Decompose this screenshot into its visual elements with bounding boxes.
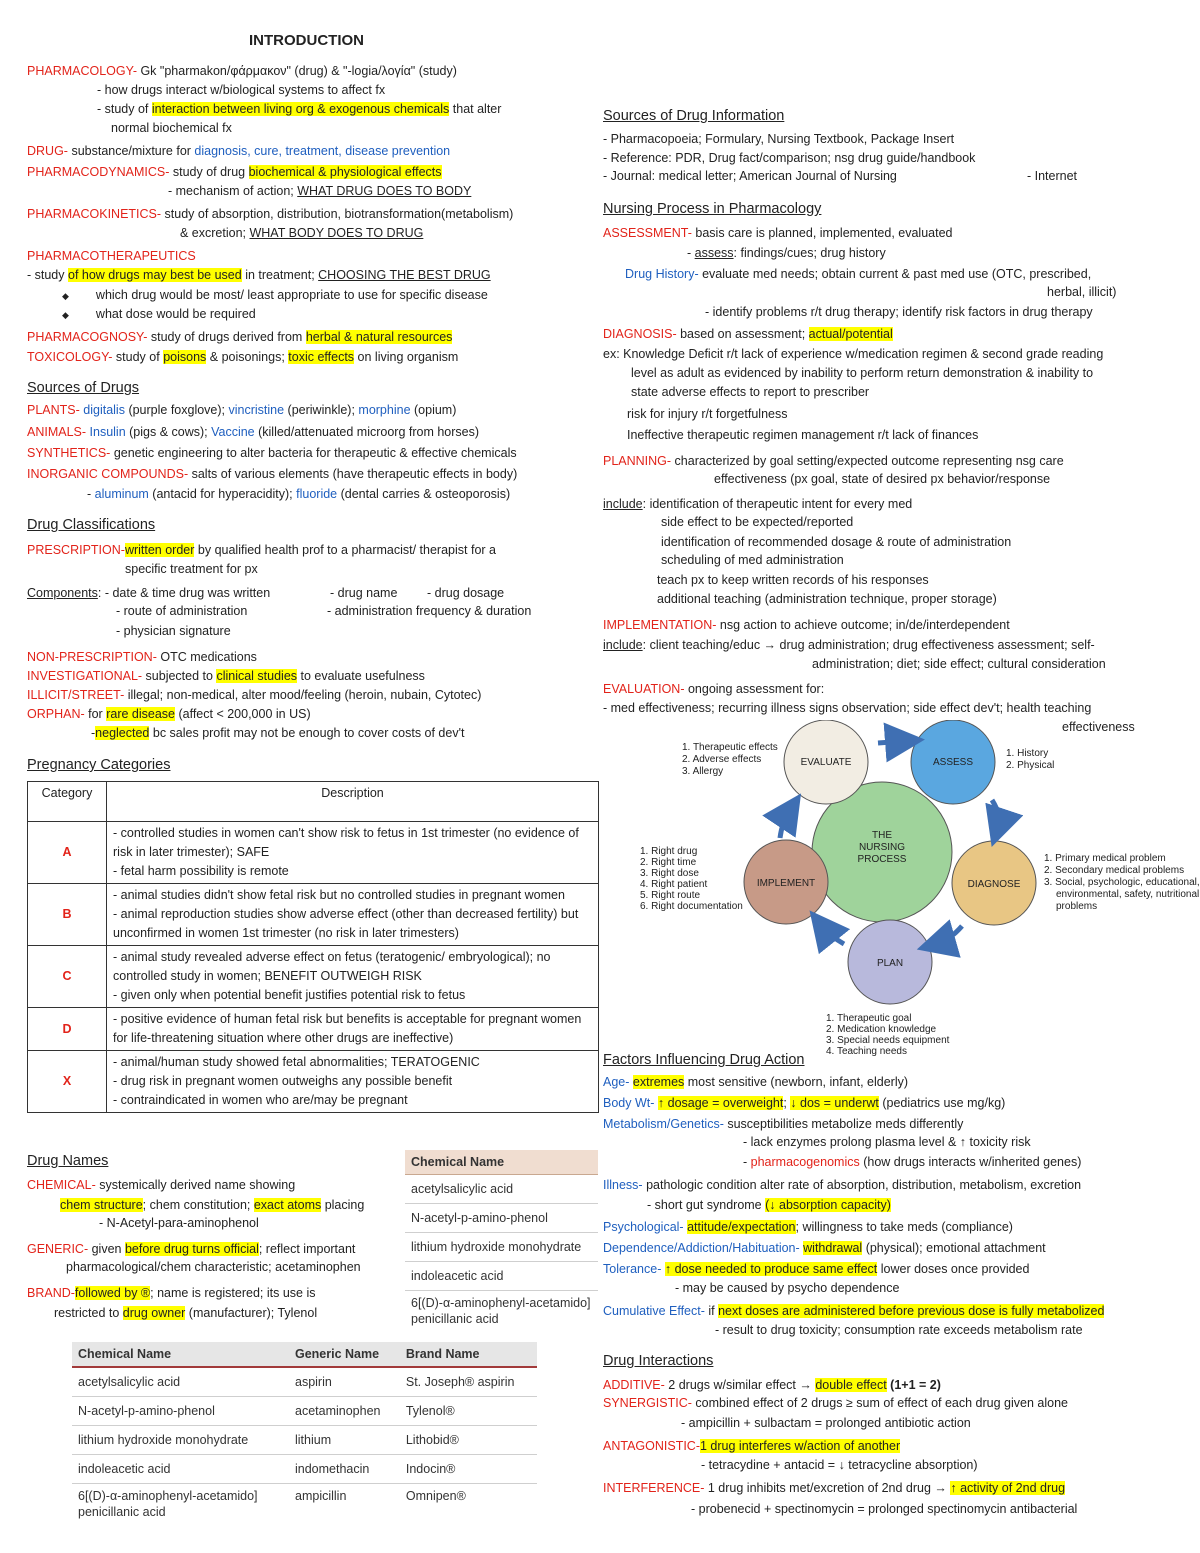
investigational-def: INVESTIGATIONAL- subjected to clinical studies to evaluate usefulness (27, 669, 425, 683)
table-row (28, 1008, 599, 1051)
generic-line: pharmacological/chem characteristic; acetaminophen (66, 1260, 361, 1274)
interaction-antagonistic: ANTAGONISTIC-1 drug interferes w/action of another (603, 1439, 901, 1453)
drug-names-heading: Drug Names (27, 1153, 109, 1169)
components-line: Components: - date & time drug was written (27, 586, 271, 600)
interaction-interference: INTERFERENCE- 1 drug inhibits met/excretion of 2nd drug → ↑ activity of 2nd drug (603, 1481, 1066, 1495)
center-label: PROCESS (857, 854, 907, 865)
evaluation-line: - med effectiveness; recurring illness signs observation; side effect dev't; health teaching (603, 701, 1092, 715)
pharmacokinetics-def: PHARMACOKINETICS- study of absorption, distribution, biotransformation(metabolism) (27, 207, 514, 221)
diagnose-list-item: 3. Social, psychologic, educational, (1044, 877, 1200, 888)
category-cell: C (28, 946, 107, 1008)
components-item: - administration frequency & duration (327, 604, 532, 618)
evaluation-line: effectiveness (1062, 720, 1135, 734)
category-cell: A (28, 822, 107, 884)
pharmacokinetics-line: & excretion; WHAT BODY DOES TO DRUG (180, 226, 424, 240)
factor-cumulative-line: - result to drug toxicity; consumption rate exceeds metabolism rate (715, 1323, 1083, 1337)
pharmacology-def: PHARMACOLOGY- Gk "pharmakon/φάρμακον" (drug) & "-logia/λογία" (study) (27, 64, 457, 78)
drug-history-def: Drug History- evaluate med needs; obtain current & past med use (OTC, prescribed, (625, 267, 1092, 281)
factor-psych: Psychological- attitude/expectation; willingness to take meds (compliance) (603, 1220, 1013, 1234)
table-row (28, 1051, 599, 1113)
table-header: Chemical Name (72, 1342, 289, 1367)
assessment-line: - assess: findings/cues; drug history (687, 246, 886, 260)
diagnose-list-item: 2. Secondary medical problems (1044, 865, 1185, 876)
pharmacology-line: - study of interaction between living org & exogenous chemicals that alter (97, 102, 502, 116)
plan-list-item: 3. Special needs equipment (826, 1035, 950, 1046)
planning-item: side effect to be expected/reported (661, 515, 854, 529)
brand-line: restricted to drug owner (manufacturer); Tylenol (54, 1306, 318, 1320)
factor-metabolism-line: - pharmacogenomics (how drugs interacts w/inherited genes) (743, 1155, 1082, 1169)
interactions-heading: Drug Interactions (603, 1353, 714, 1369)
evaluate-list-item: 1. Therapeutic effects (682, 742, 778, 753)
sources-animals: ANIMALS- Insulin (pigs & cows); Vaccine (killed/attenuated microorg from horses) (27, 425, 480, 439)
plan-list-item: 4. Teaching needs (826, 1046, 907, 1057)
planning-line: effectiveness (px goal, state of desired px behavior/response (714, 472, 1051, 486)
table-row: acetylsalicylic acid aspirin St. Joseph® aspirin (72, 1367, 537, 1397)
interaction-additive: ADDITIVE- 2 drugs w/similar effect → double effect (1+1 = 2) (603, 1378, 941, 1392)
interaction-synergistic: SYNERGISTIC- combined effect of 2 drugs ≥ sum of effect of each drug given alone (603, 1396, 1068, 1410)
implementation-line: administration; diet; side effect; cultural consideration (812, 657, 1106, 671)
drug-info-heading: Sources of Drug Information (603, 108, 785, 124)
diagnosis-def: DIAGNOSIS- based on assessment; actual/potential (603, 327, 893, 341)
arrow-icon (878, 741, 905, 743)
factor-cumulative: Cumulative Effect- if next doses are administered before previous dose is fully metabolized (603, 1304, 1105, 1318)
drug-info-line: - Internet (1027, 169, 1078, 183)
plan-label: PLAN (876, 958, 904, 969)
components-item: - route of administration (116, 604, 248, 618)
sources-inorganic-line: - aluminum (antacid for hyperacidity); fluoride (dental carries & osteoporosis) (87, 487, 511, 501)
factor-bodywt: Body Wt- ↑ dosage = overweight; ↓ dos = underwt (pediatrics use mg/kg) (603, 1096, 1006, 1110)
table-row: lithium hydroxide monohydrate (405, 1233, 598, 1262)
assessment-def: ASSESSMENT- basis care is planned, implemented, evaluated (603, 226, 953, 240)
pharmacognosy-def: PHARMACOGNOSY- study of drugs derived from herbal & natural resources (27, 330, 453, 344)
diagnose-list-item: environmental, safety, nutritional (1056, 889, 1200, 900)
sources-plants: PLANTS- digitalis (purple foxglove); vincristine (periwinkle); morphine (opium) (27, 403, 457, 417)
table-header: Chemical Name (405, 1150, 598, 1175)
plan-list-item: 2. Medication knowledge (826, 1024, 937, 1035)
description-cell: - animal studies didn't show fetal risk but no controlled studies in pregnant women - animal reproduction studies show adverse effect (other than decreased fertility) but unconfirmed in women 1st trimester (no risk in later trimesters) (107, 884, 599, 946)
arrow-icon (780, 810, 790, 838)
sources-inorganic: INORGANIC COMPOUNDS- salts of various elements (have therapeutic effects in body) (27, 467, 518, 481)
planning-item: scheduling of med administration (661, 553, 844, 567)
components-item: - drug dosage (427, 586, 505, 600)
arrow-icon (992, 800, 999, 828)
implement-list-item: 3. Right dose (640, 868, 699, 879)
evaluate-list-item: 3. Allergy (682, 766, 724, 777)
factor-metabolism-line: - lack enzymes prolong plasma level & ↑ toxicity risk (743, 1135, 1031, 1149)
table-row: 6[(D)-α-aminophenyl-acetamido] penicillanic acid ampicillin Omnipen® (78, 1489, 466, 1519)
diagnosis-line: ex: Knowledge Deficit r/t lack of experience w/medication regimen & second grade reading (603, 347, 1104, 361)
planning-item: additional teaching (administration technique, proper storage) (657, 592, 997, 606)
interaction-synergistic-line: - ampicillin + sulbactam = prolonged antibiotic action (681, 1416, 971, 1430)
arrow-icon (936, 926, 962, 944)
pharmacology-line: normal biochemical fx (111, 121, 232, 135)
table-header: Brand Name (400, 1342, 537, 1367)
assess-label: ASSESS (932, 757, 974, 768)
drug-info-line: - Reference: PDR, Drug fact/comparison; nsg drug guide/handbook (603, 151, 976, 165)
pharmacotherapeutics-term: PHARMACOTHERAPEUTICS (27, 249, 196, 263)
planning-item: identification of recommended dosage & route of administration (661, 535, 1012, 549)
drug-info-line: - Pharmacopoeia; Formulary, Nursing Textbook, Package Insert (603, 132, 955, 146)
factor-illness-line: - short gut syndrome (↓ absorption capacity) (647, 1198, 891, 1212)
page-title: INTRODUCTION (249, 32, 364, 49)
planning-def: PLANNING- characterized by goal setting/expected outcome representing nsg care (603, 454, 1064, 468)
interaction-antagonistic-line: - tetracydine + antacid = ↓ tetracycline absorption) (701, 1458, 978, 1472)
implement-list-item: 2. Right time (640, 857, 697, 868)
planning-include: include: identification of therapeutic intent for every med (603, 497, 913, 511)
table-row: lithium hydroxide monohydrate lithium Lithobid® (72, 1426, 537, 1455)
evaluation-def: EVALUATION- ongoing assessment for: (603, 682, 825, 696)
pharmacotherapeutics-bullet: ◆ what dose would be required (62, 307, 256, 321)
pharmacology-line: - how drugs interact w/biological systems to affect fx (97, 83, 386, 97)
sources-synthetics: SYNTHETICS- genetic engineering to alter bacteria for therapeutic & effective chemicals (27, 446, 517, 460)
table-row: N-acetyl-p-amino-phenol (405, 1204, 598, 1233)
chemical-name-table (405, 1150, 598, 1331)
drug-history-line: herbal, illicit) (1047, 285, 1117, 299)
implementation-def: IMPLEMENTATION- nsg action to achieve outcome; in/de/interdependent (603, 618, 1010, 632)
implement-list-item: 6. Right documentation (640, 901, 743, 912)
description-cell: - positive evidence of human fetal risk but benefits is acceptable for pregnant women for life-threatening situation where other drugs are ineffective) (107, 1008, 599, 1051)
planning-item: teach px to keep written records of his responses (657, 573, 929, 587)
description-cell: - animal study revealed adverse effect on fetus (teratogenic/ embryological); no controlled study in women; BENEFIT OUTWEIGH RISK - given only when potential benefit justifies potential risk to fetus (107, 946, 599, 1008)
interaction-interference-line: - probenecid + spectinomycin = prolonged spectinomycin antibacterial (691, 1502, 1078, 1516)
pregnancy-heading: Pregnancy Categories (27, 757, 171, 773)
category-cell: B (28, 884, 107, 946)
table-header: Category (28, 782, 107, 822)
description-cell: - controlled studies in women can't show risk to fetus in 1st trimester (no evidence of risk in later trimester); SAFE - fetal harm possibility is remote (107, 822, 599, 884)
drug-def: DRUG- substance/mixture for diagnosis, cure, treatment, disease prevention (27, 144, 451, 158)
diagnose-list-item: 1. Primary medical problem (1044, 853, 1166, 864)
evaluate-list-item: 2. Adverse effects (682, 754, 762, 765)
factor-tolerance-line: - may be caused by psycho dependence (675, 1281, 900, 1295)
factor-tolerance: Tolerance- ↑ dose needed to produce same effect lower doses once provided (603, 1262, 1030, 1276)
chemical-line: - N-Acetyl-para-aminophenol (99, 1216, 259, 1230)
nursing-process-heading: Nursing Process in Pharmacology (603, 201, 822, 217)
components-item: - physician signature (116, 624, 231, 638)
factor-metabolism: Metabolism/Genetics- susceptibilities metabolize meds differently (603, 1117, 964, 1131)
implement-list-item: 1. Right drug (640, 846, 698, 857)
table-header: Generic Name (289, 1342, 400, 1367)
arrow-icon (822, 926, 844, 944)
factor-age: Age- extremes most sensitive (newborn, infant, elderly) (603, 1075, 909, 1089)
diagnose-label: DIAGNOSE (967, 879, 1021, 890)
chemical-def: CHEMICAL- systemically derived name showing (27, 1178, 296, 1192)
drug-info-line: - Journal: medical letter; American Journal of Nursing (603, 169, 897, 183)
assess-list-item: 1. History (1006, 748, 1049, 759)
center-label: NURSING (858, 842, 906, 853)
orphan-line: -neglected bc sales profit may not be enough to cover costs of dev't (91, 726, 465, 740)
diagnosis-line: Ineffective therapeutic regimen management r/t lack of finances (627, 428, 979, 442)
drug-history-line: - identify problems r/t drug therapy; identify risk factors in drug therapy (705, 305, 1093, 319)
pharmacotherapeutics-line: - study of how drugs may best be used in treatment; CHOOSING THE BEST DRUG (27, 268, 491, 282)
diagnose-list-item: problems (1056, 901, 1098, 912)
table-row (28, 884, 599, 946)
implement-list-item: 4. Right patient (640, 879, 708, 890)
pharmacodynamics-def: PHARMACODYNAMICS- study of drug biochemical & physiological effects (27, 165, 442, 179)
implement-label: IMPLEMENT (756, 878, 816, 889)
diagnosis-line: state adverse effects to report to prescriber (631, 385, 870, 399)
pharmacotherapeutics-bullet: ◆ which drug would be most/ least appropriate to use for specific disease (62, 288, 488, 302)
pregnancy-table (27, 781, 599, 1113)
center-label: THE (872, 830, 892, 841)
implementation-include: include: client teaching/educ → drug administration; drug effectiveness assessment; self- (603, 638, 1095, 652)
brand-def: BRAND-followed by ®; name is registered; its use is (27, 1286, 316, 1300)
table-row: acetylsalicylic acid (405, 1175, 598, 1204)
prescription-line: specific treatment for px (125, 562, 258, 576)
factors-heading: Factors Influencing Drug Action (603, 1052, 805, 1068)
plan-list-item: 1. Therapeutic goal (826, 1013, 912, 1024)
generic-def: GENERIC- given before drug turns official; reflect important (27, 1242, 356, 1256)
chemical-line: chem structure; chem constitution; exact atoms placing (60, 1198, 365, 1212)
table-row: indoleacetic acid (405, 1262, 598, 1291)
diagnosis-line: risk for injury r/t forgetfulness (627, 407, 788, 421)
table-row: 6[(D)-α-aminophenyl-acetamido] penicillanic acid (411, 1296, 591, 1326)
category-cell: D (28, 1008, 107, 1051)
table-row: indoleacetic acid indomethacin Indocin® (72, 1455, 537, 1484)
table-row: N-acetyl-p-amino-phenol acetaminophen Tylenol® (72, 1397, 537, 1426)
category-cell: X (28, 1051, 107, 1113)
prescription-def: PRESCRIPTION-written order by qualified health prof to a pharmacist/ therapist for a (27, 543, 496, 557)
table-row (28, 946, 599, 1008)
table-row (28, 822, 599, 884)
illicit-def: ILLICIT/STREET- illegal; non-medical, alter mood/feeling (heroin, nubain, Cytotec) (27, 688, 482, 702)
factor-dependence: Dependence/Addiction/Habituation- withdrawal (physical); emotional attachment (603, 1241, 1046, 1255)
orphan-def: ORPHAN- for rare disease (affect < 200,000 in US) (27, 707, 311, 721)
implement-list-item: 5. Right route (640, 890, 701, 901)
pharmacodynamics-line: - mechanism of action; WHAT DRUG DOES TO BODY (168, 184, 472, 198)
drug-names-table (72, 1342, 537, 1524)
nonprescription-def: NON-PRESCRIPTION- OTC medications (27, 650, 257, 664)
sources-heading: Sources of Drugs (27, 380, 140, 396)
evaluate-label: EVALUATE (800, 757, 852, 768)
components-item: - drug name (330, 586, 398, 600)
diagnosis-line: level as adult as evidenced by inability to perform return demonstration & inability to (631, 366, 1094, 380)
factor-illness: Illness- pathologic condition alter rate of absorption, distribution, metabolism, excretion (603, 1178, 1082, 1192)
nursing-process-diagram (600, 720, 1200, 1060)
classifications-heading: Drug Classifications (27, 517, 156, 533)
description-cell: - animal/human study showed fetal abnormalities; TERATOGENIC - drug risk in pregnant women outweighs any possible benefit - contraindicated in women who are/may be pregnant (107, 1051, 599, 1113)
table-header: Description (107, 782, 599, 822)
toxicology-def: TOXICOLOGY- study of poisons & poisonings; toxic effects on living organism (27, 350, 459, 364)
assess-list-item: 2. Physical (1006, 760, 1055, 771)
